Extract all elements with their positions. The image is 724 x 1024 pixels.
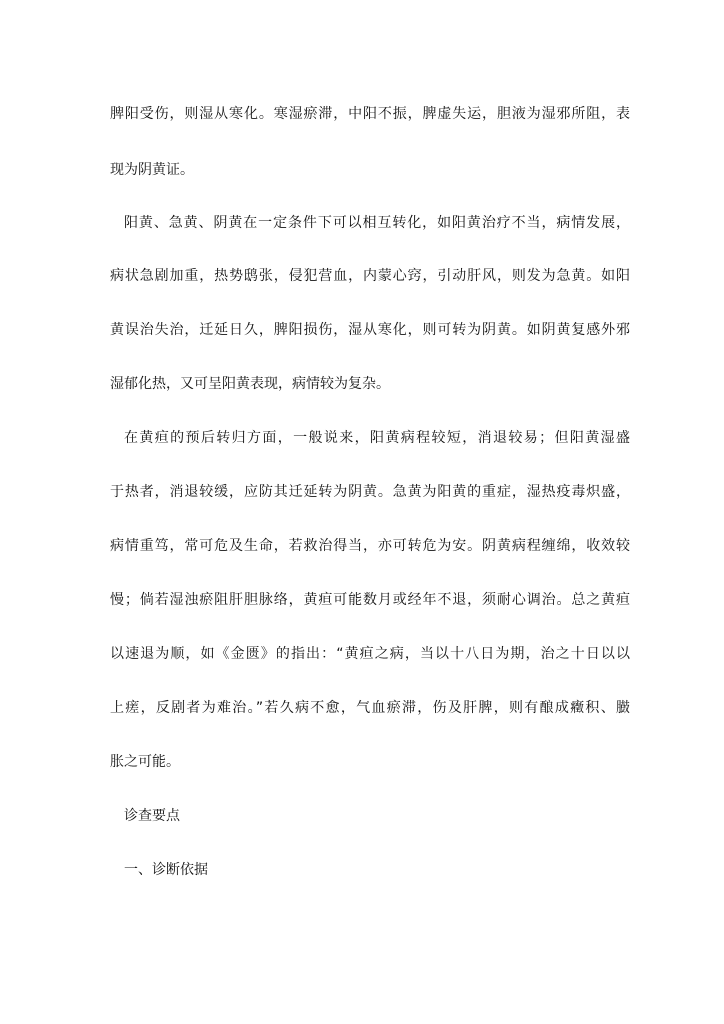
subsection-heading: 一、诊断依据 — [124, 862, 208, 878]
paragraph-line-10: 慢；倘若湿浊瘀阻肝胆脉络，黄疸可能数月或经年不退，须耐心调治。总之黄疸 — [110, 592, 630, 608]
paragraph-line-2: 现为阴黄证。 — [110, 162, 194, 178]
paragraph-line-5: 黄误治失治，迁延日久，脾阳损伤，湿从寒化，则可转为阴黄。如阴黄复感外邪 — [110, 322, 630, 338]
paragraph-line-7: 在黄疸的预后转归方面，一般说来，阳黄病程较短，消退较易；但阳黄湿盛 — [124, 430, 630, 446]
paragraph-line-9: 病情重笃，常可危及生命，若救治得当，亦可转危为安。阴黄病程缠绵，收效较 — [110, 538, 630, 554]
section-heading: 诊查要点 — [124, 808, 180, 824]
paragraph-line-1: 脾阳受伤，则湿从寒化。寒湿瘀滞，中阳不振，脾虚失运，胆液为湿邪所阻，表 — [110, 106, 630, 122]
paragraph-line-6: 湿郁化热，又可呈阳黄表现，病情较为复杂。 — [110, 376, 390, 392]
paragraph-line-3: 阳黄、急黄、阴黄在一定条件下可以相互转化，如阳黄治疗不当，病情发展， — [124, 215, 630, 231]
paragraph-line-12: 上瘥，反剧者为难治。”若久病不愈，气血瘀滞，伤及肝脾，则有酿成癥积、臌 — [110, 700, 630, 716]
paragraph-line-13: 胀之可能。 — [110, 754, 180, 770]
paragraph-line-4: 病状急剧加重，热势鸱张，侵犯营血，内蒙心窍，引动肝风，则发为急黄。如阳 — [110, 268, 630, 284]
paragraph-line-8: 于热者，消退较缓，应防其迁延转为阴黄。急黄为阳黄的重症，湿热疫毒炽盛， — [110, 484, 630, 500]
paragraph-line-11: 以速退为顺，如《金匮》的指出：“黄疸之病，当以十八日为期，治之十日以以 — [110, 646, 630, 662]
